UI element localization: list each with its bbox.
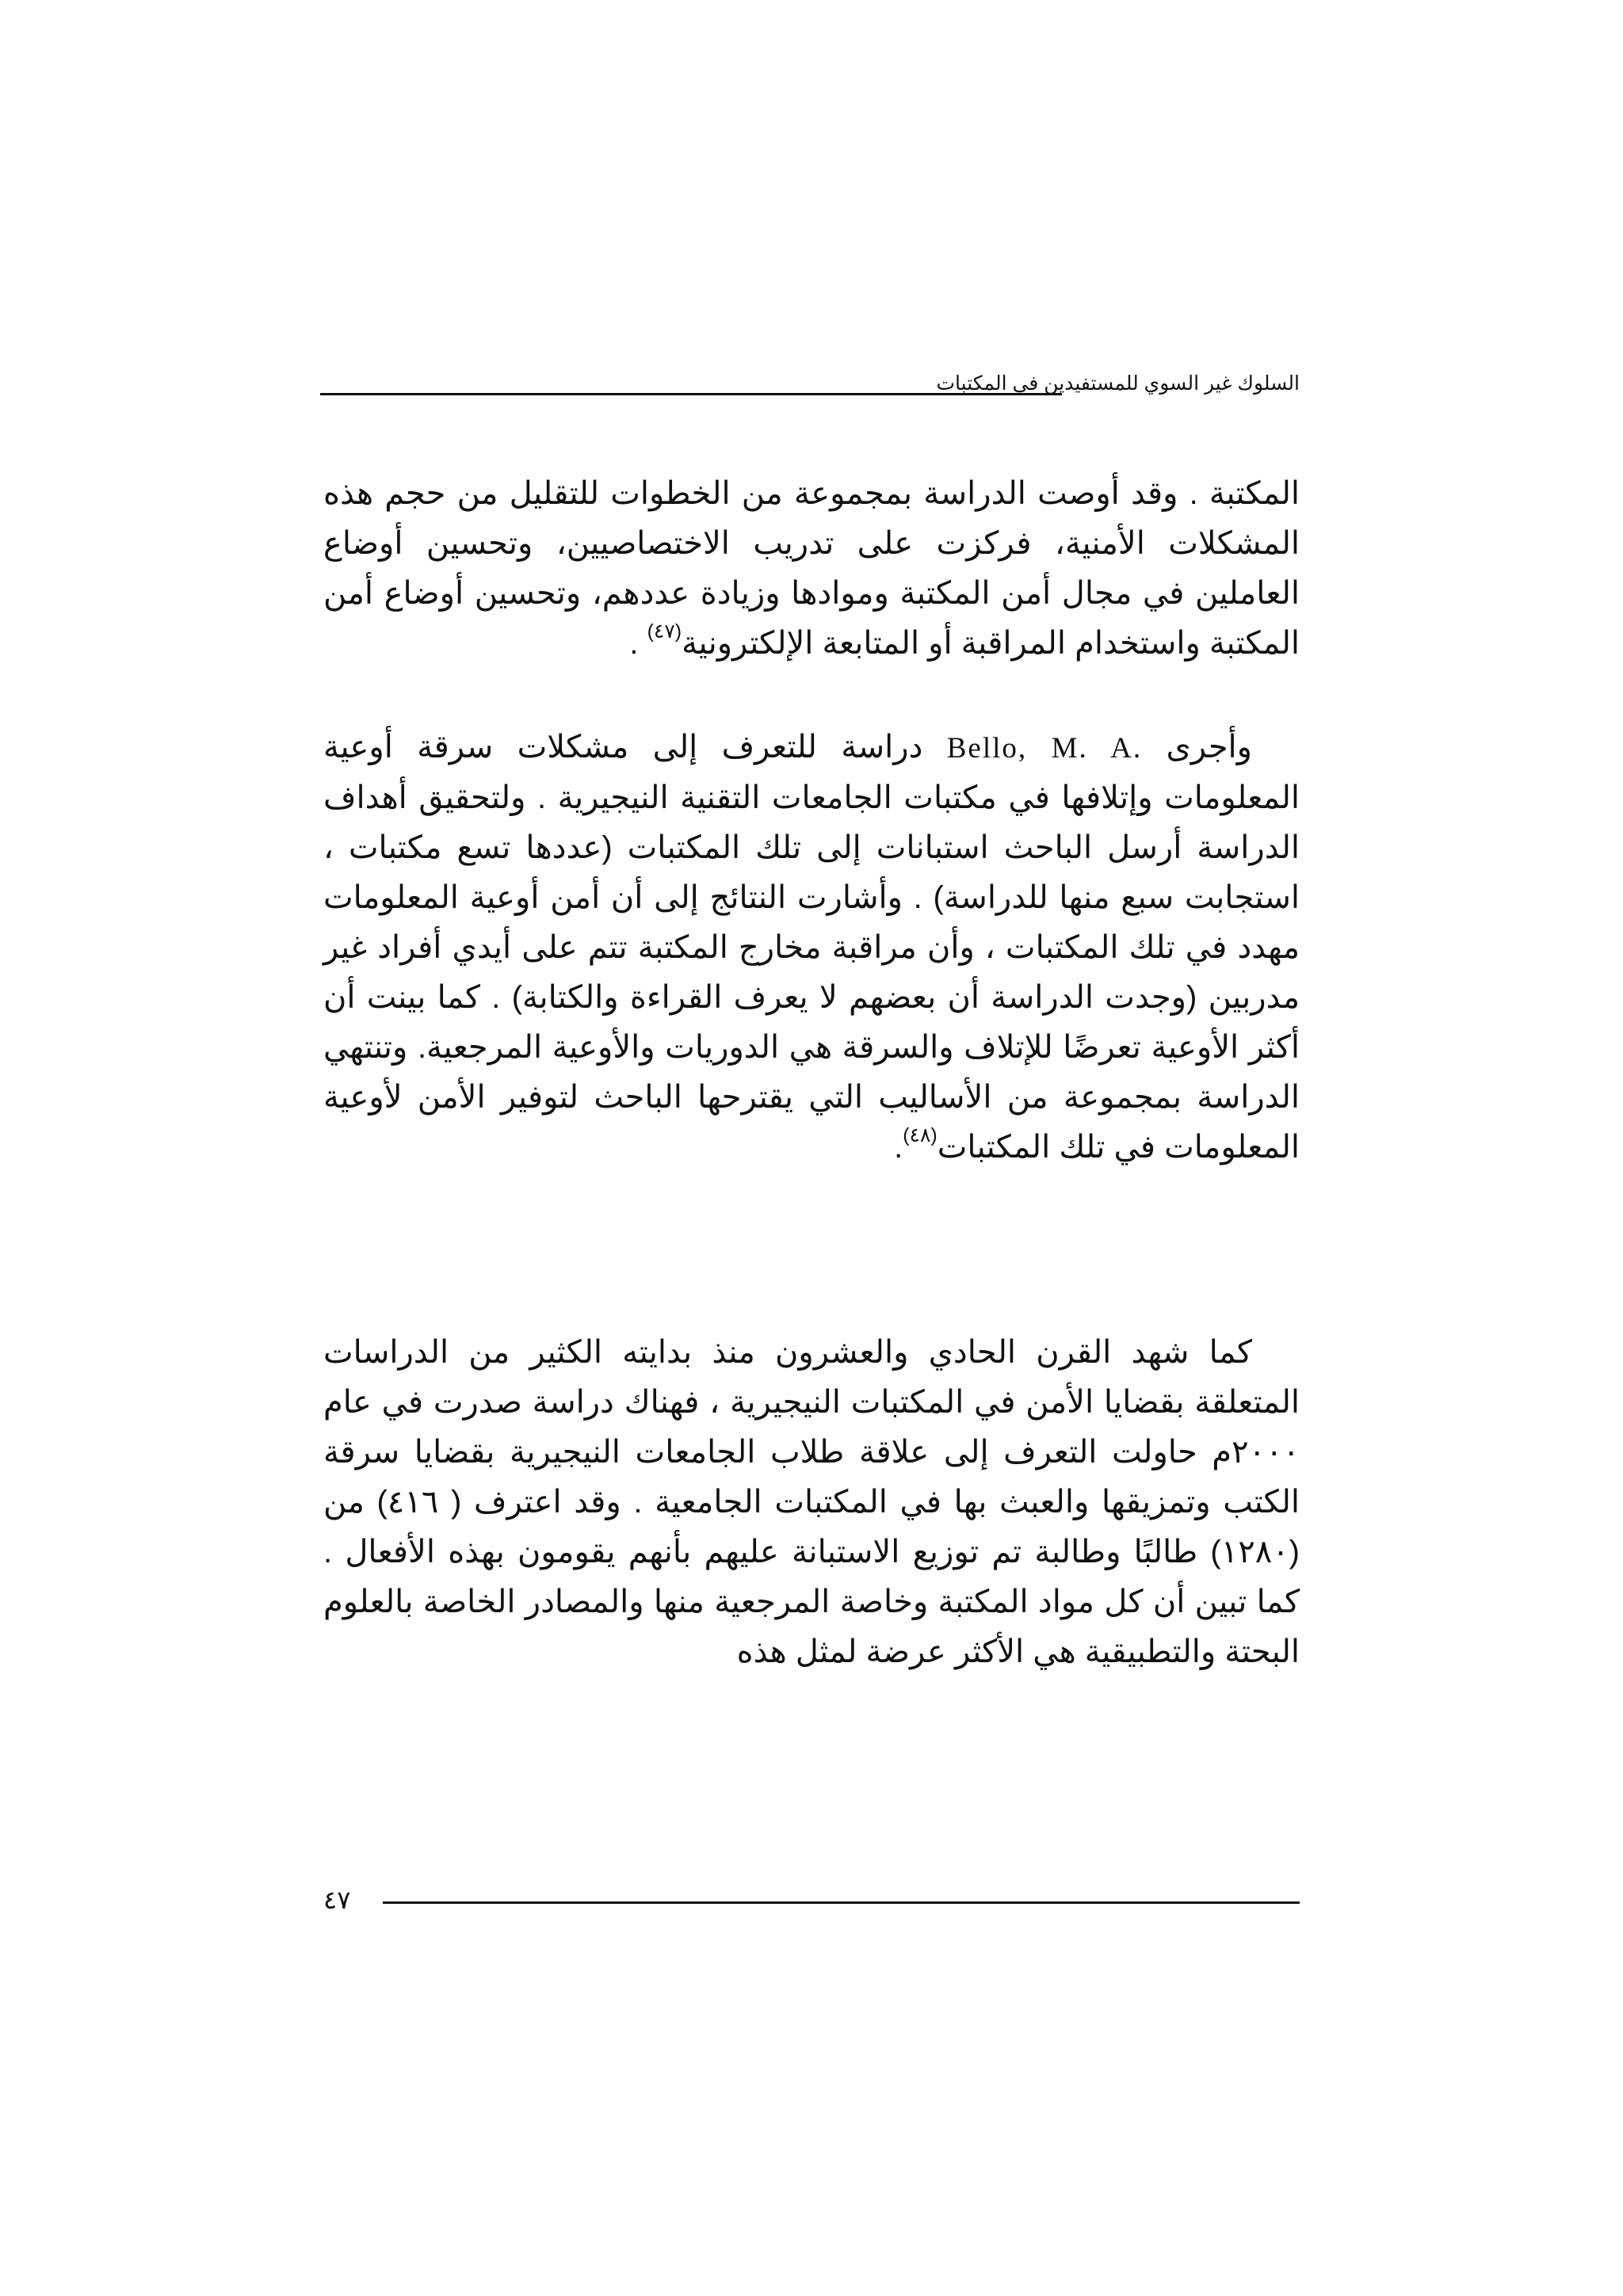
paragraph-2-tail: . bbox=[894, 1130, 903, 1165]
running-title: السلوك غير السوي للمستفيدين في المكتبات bbox=[936, 372, 1300, 395]
paragraph-1 bbox=[323, 469, 1300, 669]
author-name: Bello, M. A. bbox=[946, 732, 1143, 765]
footnote-ref-48: (٤٨) bbox=[903, 1123, 938, 1146]
footer-rule bbox=[383, 1901, 1300, 1904]
paragraph-2-text: دراسة للتعرف إلى مشكلات سرقة أوعية المعلومات وإتلافها في مكتبات الجامعات التقنية النيجيرية . ولتحقيق أهداف الدراسة أرسل الباحث استبانات إلى تلك المكتبات (عددها تسع مكتبات ، استجابت سبع منها للدراسة) . وأشارت النتائج إلى أن أمن أوعية المعلومات مهدد في تلك المكتبات ، وأن مراقبة مخارج المكتبة تتم على أيدي أفراد غير مدربين (وجدت الدراسة أن بعضهم لا يعرف القراءة والكتابة) . كما بينت أن أكثر الأوعية تعرضًا للإتلاف والسرقة هي الدوريات والأوعية المرجعية. وتنتهي الدراسة بمجموعة من الأساليب التي يقترحها الباحث لتوفير الأمن لأوعية المعلومات في تلك المكتبات bbox=[323, 730, 1300, 1165]
running-header bbox=[320, 363, 1300, 410]
paragraph-1-tail: . bbox=[629, 626, 647, 661]
paragraph-2-lead: وأجرى bbox=[1142, 730, 1252, 765]
page-number: ٤٧ bbox=[323, 1886, 351, 1914]
paragraph-1-text: المكتبة . وقد أوصت الدراسة بمجموعة من الخطوات للتقليل من حجم هذه المشكلات الأمنية، فركزت على تدريب الاختصاصيين، وتحسين أوضاع العاملين في مجال أمن المكتبة وموادها وزيادة عددهم، وتحسين أوضاع أمن المكتبة واستخدام المراقبة أو المتابعة الإلكترونية bbox=[323, 476, 1300, 661]
paragraph-3 bbox=[323, 1328, 1300, 1677]
paragraph-2 bbox=[323, 723, 1300, 1173]
footnote-ref-47: (٤٧) bbox=[647, 620, 682, 643]
page-footer bbox=[323, 1878, 1300, 1925]
paragraph-3-text: كما شهد القرن الحادي والعشرون منذ بدايته الكثير من الدراسات المتعلقة بقضايا الأمن في المكتبات النيجيرية ، فهناك دراسة صدرت في عام ٢٠٠٠م حاولت التعرف إلى علاقة طلاب الجامعات النيجيرية بقضايا سرقة الكتب وتمزيقها والعبث بها في المكتبات الجامعية . وقد اعترف ( ٤١٦) من (١٢٨٠) طالبًا وطالبة تم توزيع الاستبانة عليهم بأنهم يقومون بهذه الأفعال . كما تبين أن كل مواد المكتبة وخاصة المرجعية منها والمصادر الخاصة بالعلوم البحتة والتطبيقية هي الأكثر عرضة لمثل هذه bbox=[323, 1335, 1300, 1669]
